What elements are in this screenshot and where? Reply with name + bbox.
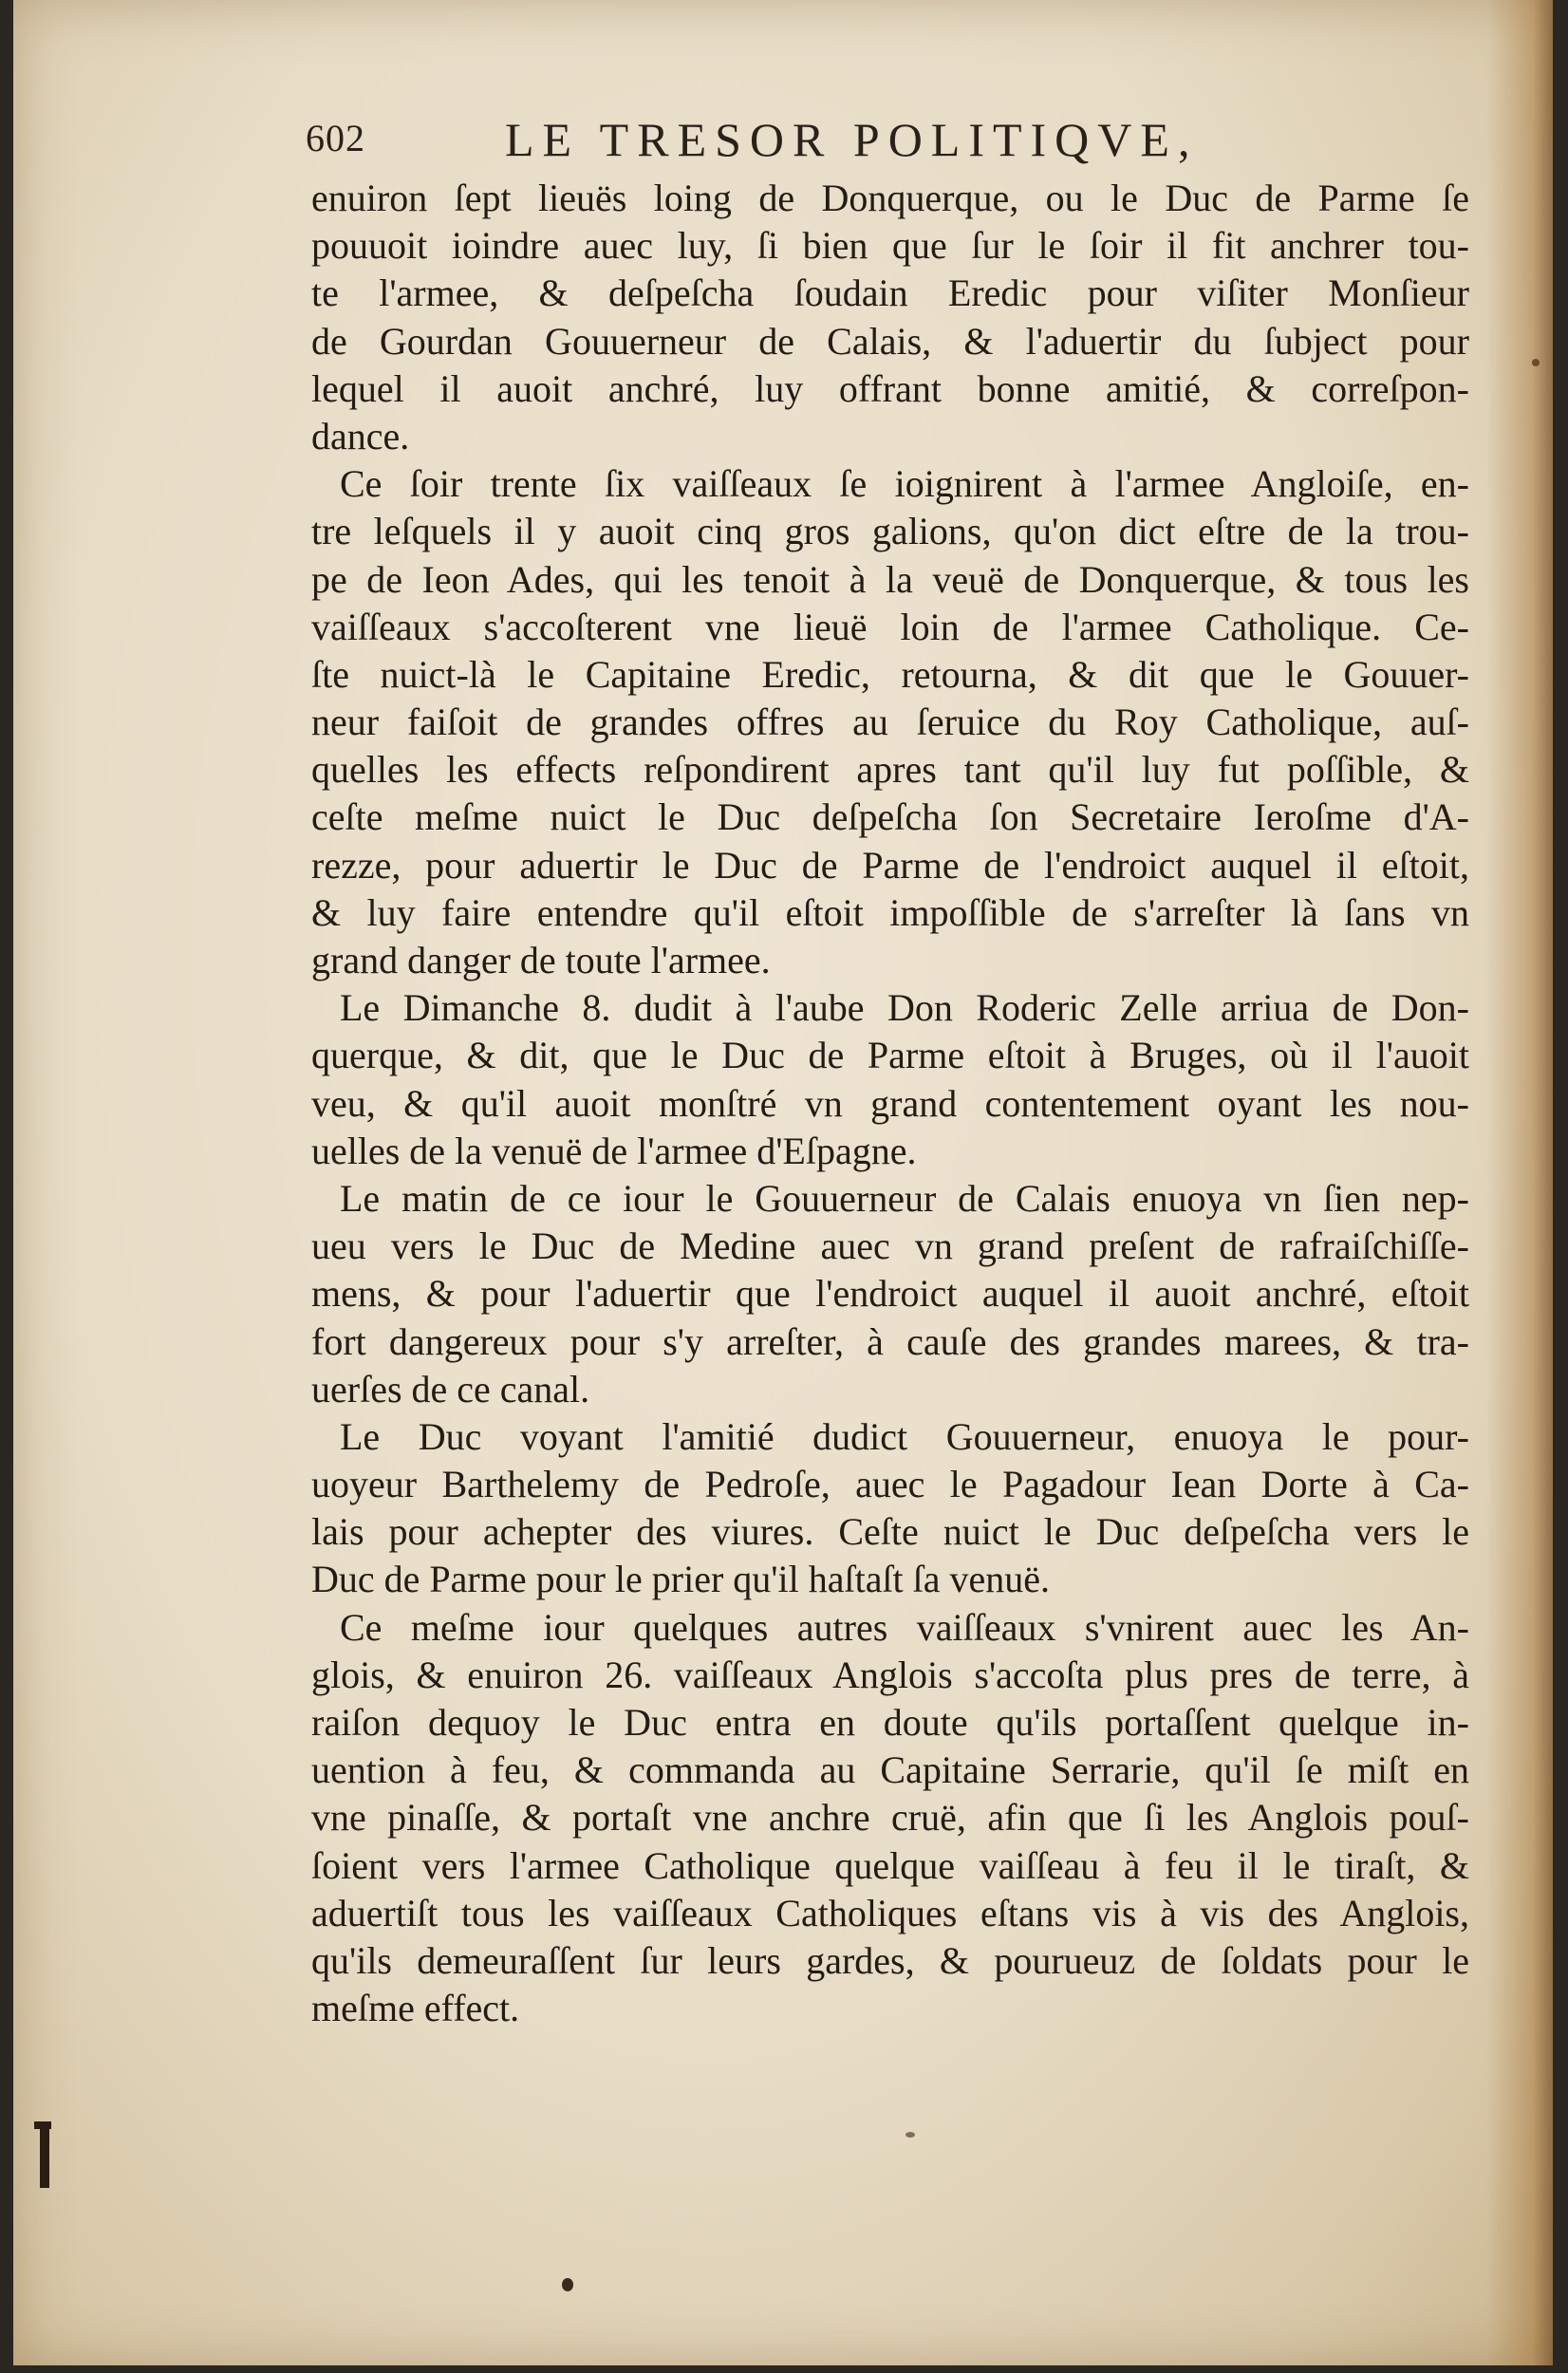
text-line: uoyeur Barthelemy de Pedroſe, auec le Pagadour Iean Dorte à Ca-: [311, 1463, 1469, 1506]
running-title: LE TRESOR POLITIQVE,: [505, 113, 1199, 166]
page-number: 602: [306, 117, 365, 159]
text-line: quelles les effects reſpondirent apres tant qu'il luy fut poſſible, &: [311, 748, 1469, 792]
text-line: aduertiſt tous les vaiſſeaux Catholiques eſtans vis à vis des Anglois,: [311, 1891, 1469, 1934]
text-line: Le Dimanche 8. dudit à l'aube Don Roderic Zelle arriua de Don-: [340, 986, 1469, 1030]
text-line: raiſon dequoy le Duc entra en doute qu'ils portaſſent quelque in-: [311, 1701, 1469, 1744]
text-line: tre leſquels il y auoit cinq gros galions, qu'on dict eſtre de la trou-: [311, 510, 1469, 553]
text-line: uelles de la venuë de l'armee d'Eſpagne.: [311, 1129, 917, 1172]
text-line: grand danger de toute l'armee.: [311, 939, 771, 981]
text-line: pouuoit ioindre auec luy, ſi bien que ſur le ſoir il fit anchrer tou-: [311, 224, 1469, 268]
text-line: Le matin de ce iour le Gouuerneur de Calais enuoya vn ſien nep-: [340, 1176, 1469, 1220]
ink-spot: [562, 2278, 573, 2291]
text-line: lais pour achepter des viures. Ceſte nuict le Duc deſpeſcha vers le: [311, 1510, 1469, 1554]
text-line: Ce meſme iour quelques autres vaiſſeaux s'vnirent auec les An-: [340, 1605, 1469, 1649]
text-line: rezze, pour aduertir le Duc de Parme de l'endroict auquel il eſtoit,: [311, 843, 1469, 887]
margin-ink-mark: [40, 2121, 49, 2188]
text-line: te l'armee, & deſpeſcha ſoudain Eredic pour viſiter Monſieur: [311, 271, 1469, 315]
text-line: veu, & qu'il auoit monſtré vn grand contentement oyant les nou-: [311, 1081, 1469, 1125]
text-line: & luy faire entendre qu'il eſtoit impoſſible de s'arreſter là ſans vn: [311, 890, 1469, 934]
text-line: vaiſſeaux s'accoſterent vne lieuë loin de l'armee Catholique. Ce-: [311, 605, 1469, 648]
text-line: ceſte meſme nuict le Duc deſpeſcha ſon Secretaire Ieroſme d'A-: [311, 795, 1469, 839]
text-line: ueu vers le Duc de Medine auec vn grand preſent de rafraiſchiſſe-: [311, 1224, 1469, 1268]
text-line: ſoient vers l'armee Catholique quelque vaiſſeau à feu il le tiraſt, &: [311, 1843, 1469, 1887]
ink-spot: [905, 2132, 915, 2138]
book-page: [13, 0, 1553, 2365]
ink-spot: [1532, 359, 1540, 366]
text-line: mens, & pour l'aduertir que l'endroict auquel il auoit anchré, eſtoit: [311, 1272, 1469, 1316]
text-line: Ce ſoir trente ſix vaiſſeaux ſe ioignirent à l'armee Angloiſe, en-: [340, 462, 1469, 506]
body-text: [311, 175, 1469, 2032]
text-line: meſme effect.: [311, 1987, 520, 2030]
text-line: Duc de Parme pour le prier qu'il haſtaſt ſa venuë.: [311, 1558, 1051, 1601]
text-line: vne pinaſſe, & portaſt vne anchre cruë, afin que ſi les Anglois pouſ-: [311, 1796, 1469, 1840]
text-line: uention à feu, & commanda au Capitaine Serrarie, qu'il ſe miſt en: [311, 1748, 1469, 1792]
text-line: enuiron ſept lieuës loing de Donquerque, ou le Duc de Parme ſe: [311, 177, 1469, 219]
text-line: ſte nuict-là le Capitaine Eredic, retourna, & dit que le Gouuer-: [311, 652, 1469, 696]
text-line: fort dangereux pour s'y arreſter, à cauſe des grandes marees, & tra-: [311, 1319, 1469, 1363]
text-line: de Gourdan Gouuerneur de Calais, & l'aduertir du ſubject pour: [311, 319, 1469, 363]
text-line: querque, & dit, que le Duc de Parme eſtoit à Bruges, où il l'auoit: [311, 1034, 1469, 1077]
text-line: qu'ils demeuraſſent ſur leurs gardes, & pourueuz de ſoldats pour le: [311, 1938, 1469, 1982]
text-line: Le Duc voyant l'amitié dudict Gouuerneur, enuoya le pour-: [340, 1414, 1469, 1458]
page-header: [298, 112, 1342, 169]
text-line: lequel il auoit anchré, luy offrant bonne amitié, & correſpon-: [311, 366, 1469, 410]
text-line: dance.: [311, 414, 410, 458]
text-line: glois, & enuiron 26. vaiſſeaux Anglois s'accoſta plus pres de terre, à: [311, 1653, 1469, 1696]
text-line: neur faiſoit de grandes offres au ſeruice du Roy Catholique, auſ-: [311, 701, 1469, 744]
text-line: uerſes de ce canal.: [311, 1367, 590, 1411]
text-line: pe de Ieon Ades, qui les tenoit à la veuë de Donquerque, & tous les: [311, 557, 1469, 601]
